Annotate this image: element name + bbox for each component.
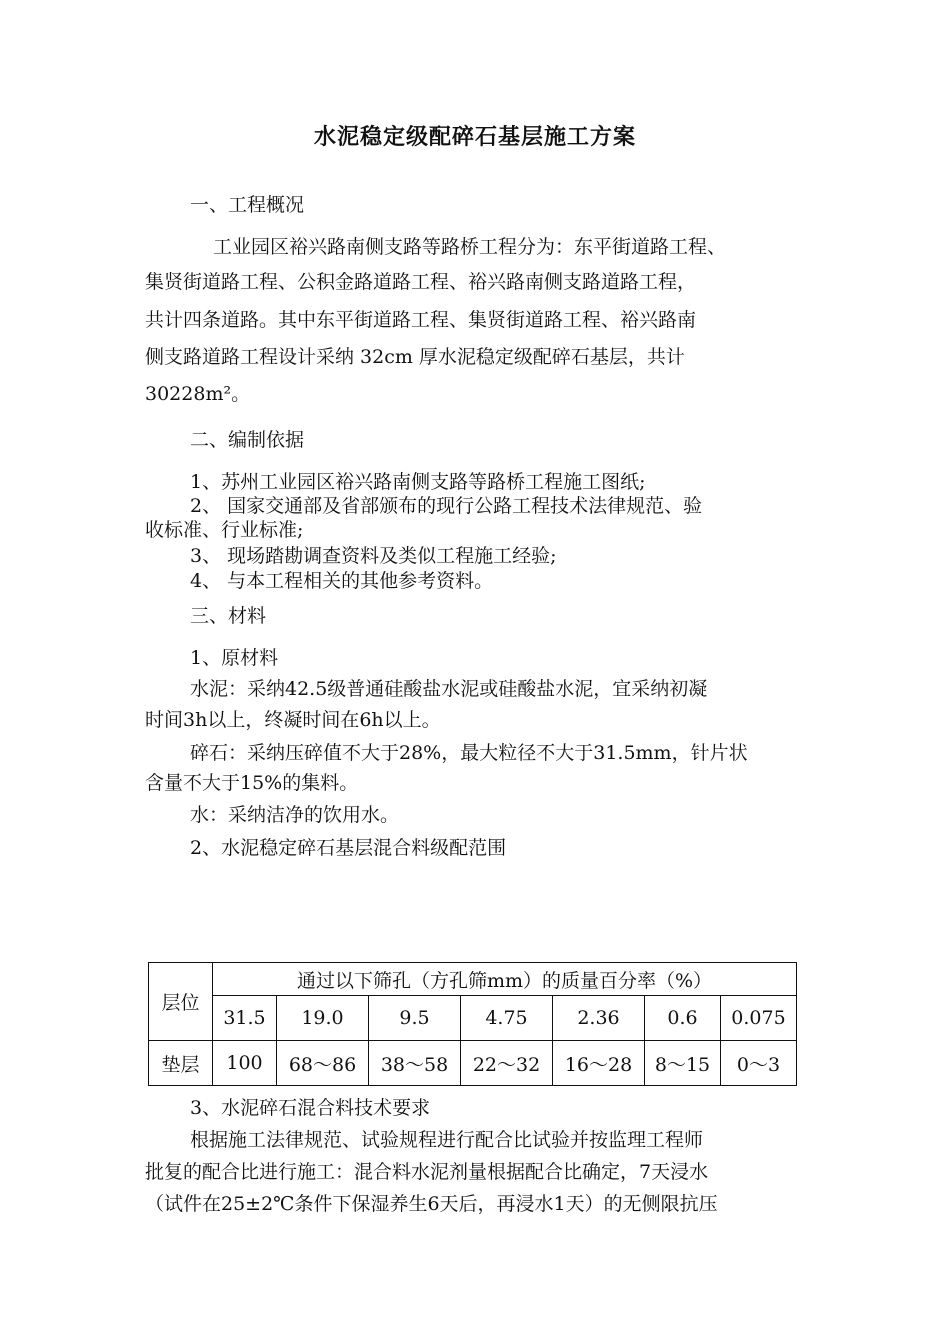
section-heading-basis: 二、编制依据 bbox=[190, 429, 305, 451]
value-cell: 8～15 bbox=[645, 1041, 721, 1086]
basis-item: 4、 与本工程相关的其他参考资料。 bbox=[190, 570, 494, 592]
basis-item: 1、苏州工业园区裕兴路南侧支路等路桥工程施工图纸; bbox=[190, 471, 646, 493]
value-cell: 0～3 bbox=[721, 1041, 797, 1086]
sieve-size-cell: 31.5 bbox=[213, 996, 277, 1041]
basis-item: 2、 国家交通部及省部颁布的现行公路工程技术法律规范、验 bbox=[190, 495, 703, 517]
sieve-size-cell: 19.0 bbox=[277, 996, 369, 1041]
sieve-size-cell: 4.75 bbox=[461, 996, 553, 1041]
sieve-size-cell: 2.36 bbox=[553, 996, 645, 1041]
requirements-subheading: 3、水泥碎石混合料技术要求 bbox=[190, 1097, 431, 1119]
gradation-table bbox=[148, 962, 797, 1086]
document-title: 水泥稳定级配碎石基层施工方案 bbox=[313, 124, 636, 150]
sieve-size-cell: 0.075 bbox=[721, 996, 797, 1041]
gradation-subheading: 2、水泥稳定碎石基层混合料级配范围 bbox=[190, 837, 507, 859]
table-header-layer: 层位 bbox=[149, 963, 213, 1041]
material-line: 碎石：采纳压碎值不大于28%，最大粒径不大于31.5mm，针片状 bbox=[190, 742, 748, 764]
value-cell: 38～58 bbox=[369, 1041, 461, 1086]
basis-item: 3、 现场踏勘调查资料及类似工程施工经验; bbox=[190, 545, 557, 567]
material-line: 水：采纳洁净的饮用水。 bbox=[190, 804, 400, 826]
value-cell: 100 bbox=[213, 1041, 277, 1086]
material-line: 含量不大于15%的集料。 bbox=[145, 772, 359, 794]
value-cell: 22～32 bbox=[461, 1041, 553, 1086]
sieve-size-cell: 9.5 bbox=[369, 996, 461, 1041]
requirement-line: 批复的配合比进行施工：混合料水泥剂量根据配合比确定，7天浸水 bbox=[145, 1161, 709, 1183]
overview-line: 30228m²。 bbox=[145, 383, 251, 405]
table-header-group: 通过以下筛孔（方孔筛mm）的质量百分率（%） bbox=[213, 963, 797, 996]
sieve-size-cell: 0.6 bbox=[645, 996, 721, 1041]
overview-line: 工业园区裕兴路南侧支路等路桥工程分为：东平街道路工程、 bbox=[213, 236, 727, 258]
overview-line: 集贤街道路工程、公积金路道路工程、裕兴路南侧支路道路工程， bbox=[145, 271, 697, 293]
section-heading-materials: 三、材料 bbox=[190, 605, 267, 627]
overview-line: 侧支路道路工程设计采纳 32cm 厚水泥稳定级配碎石基层，共计 bbox=[145, 346, 685, 368]
value-cell: 68～86 bbox=[277, 1041, 369, 1086]
row-label-cell: 垫层 bbox=[149, 1041, 213, 1086]
requirement-line: 根据施工法律规范、试验规程进行配合比试验并按监理工程师 bbox=[190, 1129, 704, 1151]
material-line: 水泥：采纳42.5级普通硅酸盐水泥或硅酸盐水泥，宜采纳初凝 bbox=[190, 678, 708, 700]
basis-item: 收标准、行业标准; bbox=[145, 519, 304, 541]
section-heading-overview: 一、工程概况 bbox=[190, 194, 305, 216]
requirement-line: （试件在25±2℃条件下保湿养生6天后，再浸水1天）的无侧限抗压 bbox=[145, 1193, 718, 1215]
material-line: 时间3h以上，终凝时间在6h以上。 bbox=[145, 709, 441, 731]
overview-line: 共计四条道路。其中东平街道路工程、集贤街道路工程、裕兴路南 bbox=[145, 309, 697, 331]
value-cell: 16～28 bbox=[553, 1041, 645, 1086]
materials-subheading: 1、原材料 bbox=[190, 647, 279, 669]
